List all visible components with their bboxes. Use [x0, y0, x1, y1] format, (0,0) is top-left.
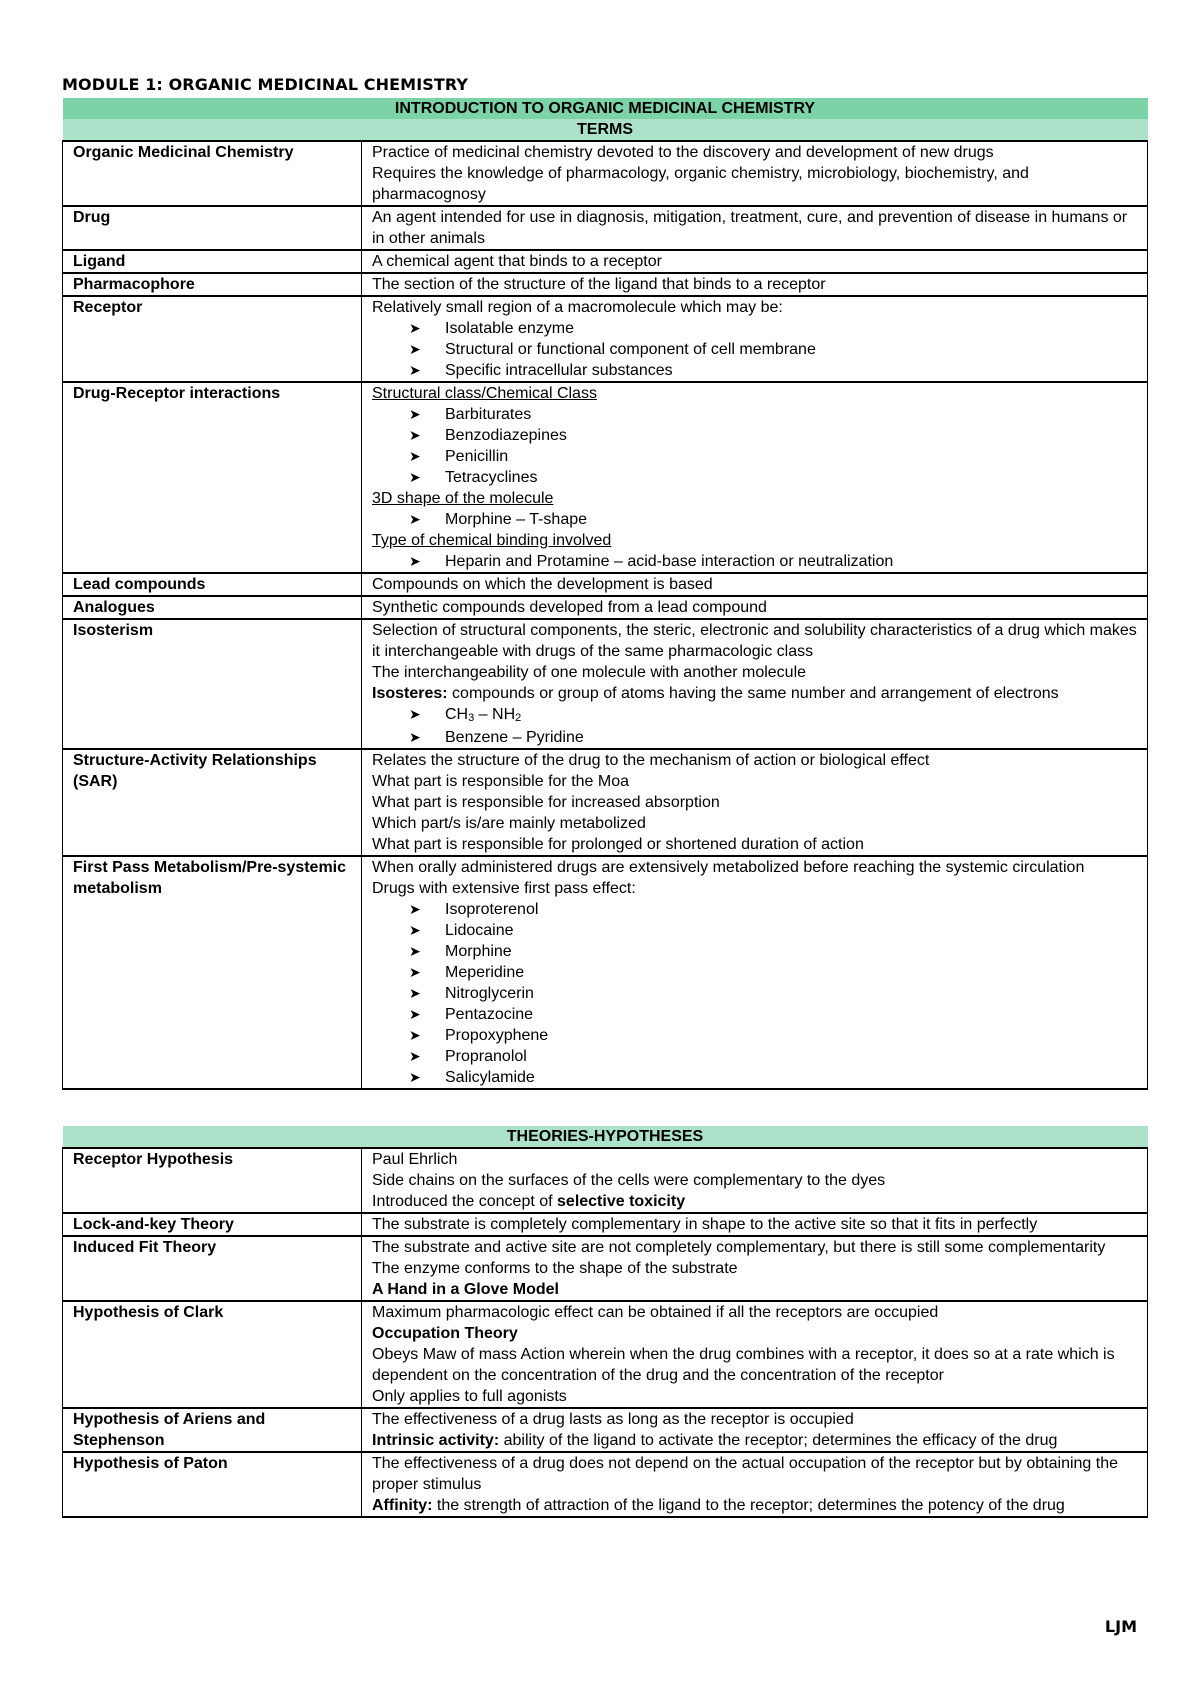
table-row	[63, 250, 1148, 273]
definition	[362, 1213, 1148, 1236]
term-label: Lead compounds	[63, 573, 362, 596]
section-title: INTRODUCTION TO ORGANIC MEDICINAL CHEMISTRY	[63, 98, 1148, 119]
list-item: ➤ Structural or functional component of cell membrane	[409, 341, 816, 358]
definition-line: The enzyme conforms to the shape of the substrate	[372, 1260, 738, 1277]
list-item: ➤ Pentazocine	[409, 1006, 534, 1023]
subheading: Structural class/Chemical Class	[372, 385, 597, 402]
module-title: MODULE 1: ORGANIC MEDICINAL CHEMISTRY	[62, 75, 469, 94]
definition-line: Paul Ehrlich	[372, 1151, 458, 1168]
list-item: ➤ Benzene – Pyridine	[409, 729, 584, 746]
table-row	[63, 856, 1148, 1089]
definition-line: The effectiveness of a drug lasts as long as the receptor is occupied	[372, 1411, 854, 1428]
table-row	[63, 273, 1148, 296]
definition	[362, 382, 1148, 573]
term-label: First Pass Metabolism/Pre-systemic metabolism	[63, 856, 362, 1089]
definition-line: Requires the knowledge of pharmacology, organic chemistry, microbiology, biochemistry, and pharmacognosy	[372, 165, 1029, 203]
table-row	[63, 141, 1148, 206]
definition-line: Synthetic compounds developed from a lead compound	[372, 599, 767, 616]
table-row	[63, 382, 1148, 573]
definition-line: Compounds on which the development is based	[372, 576, 713, 593]
list-item: ➤ Salicylamide	[409, 1069, 535, 1086]
table-row	[63, 1148, 1148, 1213]
definition	[362, 749, 1148, 856]
definition-line: Obeys Maw of mass Action wherein when the drug combines with a receptor, it does so at a rate which is dependent on the concentration of the drug and the concentration of the receptor	[372, 1346, 1115, 1384]
definition-line: What part is responsible for the Moa	[372, 773, 630, 790]
arrow-bullet-icon: ➤	[409, 1069, 421, 1085]
definition-line: Introduced the concept of selective toxicity	[372, 1193, 686, 1210]
definition-line: Which part/s is/are mainly metabolized	[372, 815, 646, 832]
definition-line: A Hand in a Glove Model	[372, 1281, 559, 1298]
definition-line: Practice of medicinal chemistry devoted to the discovery and development of new drugs	[372, 144, 994, 161]
table-row	[63, 1408, 1148, 1452]
list-item: ➤ Barbiturates	[409, 406, 532, 423]
arrow-bullet-icon: ➤	[409, 1048, 421, 1064]
definition-line: Side chains on the surfaces of the cells were complementary to the dyes	[372, 1172, 886, 1189]
arrow-bullet-icon: ➤	[409, 341, 421, 357]
list-item: ➤ Specific intracellular substances	[409, 362, 673, 379]
document-page	[62, 72, 1148, 1518]
arrow-bullet-icon: ➤	[409, 922, 421, 938]
bullet-list	[372, 551, 1137, 572]
definition-line: Occupation Theory	[372, 1325, 518, 1342]
bullet-list	[372, 704, 1137, 748]
bullet-list	[372, 899, 1137, 1088]
definition	[362, 1236, 1148, 1301]
arrow-bullet-icon: ➤	[409, 427, 421, 443]
list-item: ➤ Nitroglycerin	[409, 985, 534, 1002]
definition-line: Relatively small region of a macromolecule which may be:	[372, 299, 783, 316]
definition-line: Relates the structure of the drug to the mechanism of action or biological effect	[372, 752, 930, 769]
list-item: ➤ Penicillin	[409, 448, 509, 465]
term-label: Hypothesis of Ariens and Stephenson	[63, 1408, 362, 1452]
subheading: 3D shape of the molecule	[372, 490, 554, 507]
definition-line: The interchangeability of one molecule with another molecule	[372, 664, 807, 681]
table-row	[63, 296, 1148, 382]
definition	[362, 296, 1148, 382]
table-row	[63, 1236, 1148, 1301]
term-label: Hypothesis of Paton	[63, 1452, 362, 1517]
table-row	[63, 1301, 1148, 1408]
arrow-bullet-icon: ➤	[409, 448, 421, 464]
definition-line: The substrate and active site are not completely complementary, but there is still some complementarity	[372, 1239, 1106, 1256]
footer-initials: LJM	[1104, 1617, 1137, 1636]
term-label: Induced Fit Theory	[63, 1236, 362, 1301]
term-label: Structure-Activity Relationships (SAR)	[63, 749, 362, 856]
definition-line: An agent intended for use in diagnosis, mitigation, treatment, cure, and prevention of disease in humans or in other animals	[372, 209, 1128, 247]
list-item: ➤ Morphine	[409, 943, 512, 960]
definition-line: The section of the structure of the ligand that binds to a receptor	[372, 276, 826, 293]
table-row	[63, 206, 1148, 250]
list-item: ➤ Isolatable enzyme	[409, 320, 574, 337]
definition-line: When orally administered drugs are extensively metabolized before reaching the systemic circulation	[372, 859, 1085, 876]
definition-line: Intrinsic activity: ability of the ligand to activate the receptor; determines the efficacy of the drug	[372, 1432, 1058, 1449]
list-item: ➤ Propoxyphene	[409, 1027, 549, 1044]
arrow-bullet-icon: ➤	[409, 706, 421, 722]
term-label: Isosterism	[63, 619, 362, 749]
table-row	[63, 573, 1148, 596]
definition-line: A chemical agent that binds to a receptor	[372, 253, 662, 270]
list-item: ➤ Benzodiazepines	[409, 427, 567, 444]
list-item: ➤ Isoproterenol	[409, 901, 539, 918]
definition-line: What part is responsible for prolonged or shortened duration of action	[372, 836, 864, 853]
definition-line: Isosteres: compounds or group of atoms having the same number and arrangement of electrons	[372, 685, 1059, 702]
list-item: ➤ Lidocaine	[409, 922, 514, 939]
definition	[362, 596, 1148, 619]
arrow-bullet-icon: ➤	[409, 964, 421, 980]
definition	[362, 141, 1148, 206]
definition	[362, 206, 1148, 250]
definition	[362, 619, 1148, 749]
term-label: Receptor	[63, 296, 362, 382]
definition-line: The effectiveness of a drug does not depend on the actual occupation of the receptor but by obtaining the proper stimulus	[372, 1455, 1119, 1493]
list-item: ➤ Morphine – T-shape	[409, 511, 588, 528]
list-item: ➤ Tetracyclines	[409, 469, 538, 486]
arrow-bullet-icon: ➤	[409, 729, 421, 745]
list-item: ➤ Heparin and Protamine – acid-base interaction or neutralization	[409, 553, 894, 570]
section-subtitle: TERMS	[63, 119, 1148, 141]
arrow-bullet-icon: ➤	[409, 406, 421, 422]
list-item: ➤ Meperidine	[409, 964, 525, 981]
bullet-list	[372, 404, 1137, 488]
definition-line: Only applies to full agonists	[372, 1388, 567, 1405]
definition	[362, 856, 1148, 1089]
bullet-list	[372, 509, 1137, 530]
term-label: Analogues	[63, 596, 362, 619]
table-row	[63, 749, 1148, 856]
term-label: Ligand	[63, 250, 362, 273]
arrow-bullet-icon: ➤	[409, 553, 421, 569]
definition-line: Drugs with extensive first pass effect:	[372, 880, 636, 897]
definition	[362, 273, 1148, 296]
arrow-bullet-icon: ➤	[409, 320, 421, 336]
term-label: Hypothesis of Clark	[63, 1301, 362, 1408]
term-label: Organic Medicinal Chemistry	[63, 141, 362, 206]
table-row	[63, 619, 1148, 749]
arrow-bullet-icon: ➤	[409, 901, 421, 917]
definition	[362, 1148, 1148, 1213]
list-item: ➤ Propranolol	[409, 1048, 527, 1065]
arrow-bullet-icon: ➤	[409, 985, 421, 1001]
arrow-bullet-icon: ➤	[409, 1027, 421, 1043]
bullet-list	[372, 318, 1137, 381]
table-row	[63, 1213, 1148, 1236]
definition	[362, 1452, 1148, 1517]
definition	[362, 1408, 1148, 1452]
definition	[362, 250, 1148, 273]
section-title: THEORIES-HYPOTHESES	[63, 1126, 1148, 1148]
arrow-bullet-icon: ➤	[409, 1006, 421, 1022]
definition	[362, 1301, 1148, 1408]
theories-table	[62, 1126, 1148, 1518]
term-label: Drug	[63, 206, 362, 250]
table-row	[63, 1452, 1148, 1517]
list-item: ➤ $CH_3 - NH_2$	[409, 706, 522, 724]
arrow-bullet-icon: ➤	[409, 362, 421, 378]
definition-line: The substrate is completely complementary in shape to the active site so that it fits in perfectly	[372, 1216, 1038, 1233]
arrow-bullet-icon: ➤	[409, 943, 421, 959]
terms-table	[62, 98, 1148, 1090]
definition-line: Selection of structural components, the steric, electronic and solubility characteristics of a drug which makes it interchangeable with drugs of the same pharmacologic class	[372, 622, 1137, 660]
table-row	[63, 596, 1148, 619]
arrow-bullet-icon: ➤	[409, 469, 421, 485]
term-label: Drug-Receptor interactions	[63, 382, 362, 573]
term-label: Lock-and-key Theory	[63, 1213, 362, 1236]
term-label: Receptor Hypothesis	[63, 1148, 362, 1213]
term-label: Pharmacophore	[63, 273, 362, 296]
definition	[362, 573, 1148, 596]
definition-line: Maximum pharmacologic effect can be obtained if all the receptors are occupied	[372, 1304, 939, 1321]
subheading: Type of chemical binding involved	[372, 532, 612, 549]
definition-line: What part is responsible for increased absorption	[372, 794, 720, 811]
arrow-bullet-icon: ➤	[409, 511, 421, 527]
definition-line: Affinity: the strength of attraction of the ligand to the receptor; determines the potency of the drug	[372, 1497, 1065, 1514]
